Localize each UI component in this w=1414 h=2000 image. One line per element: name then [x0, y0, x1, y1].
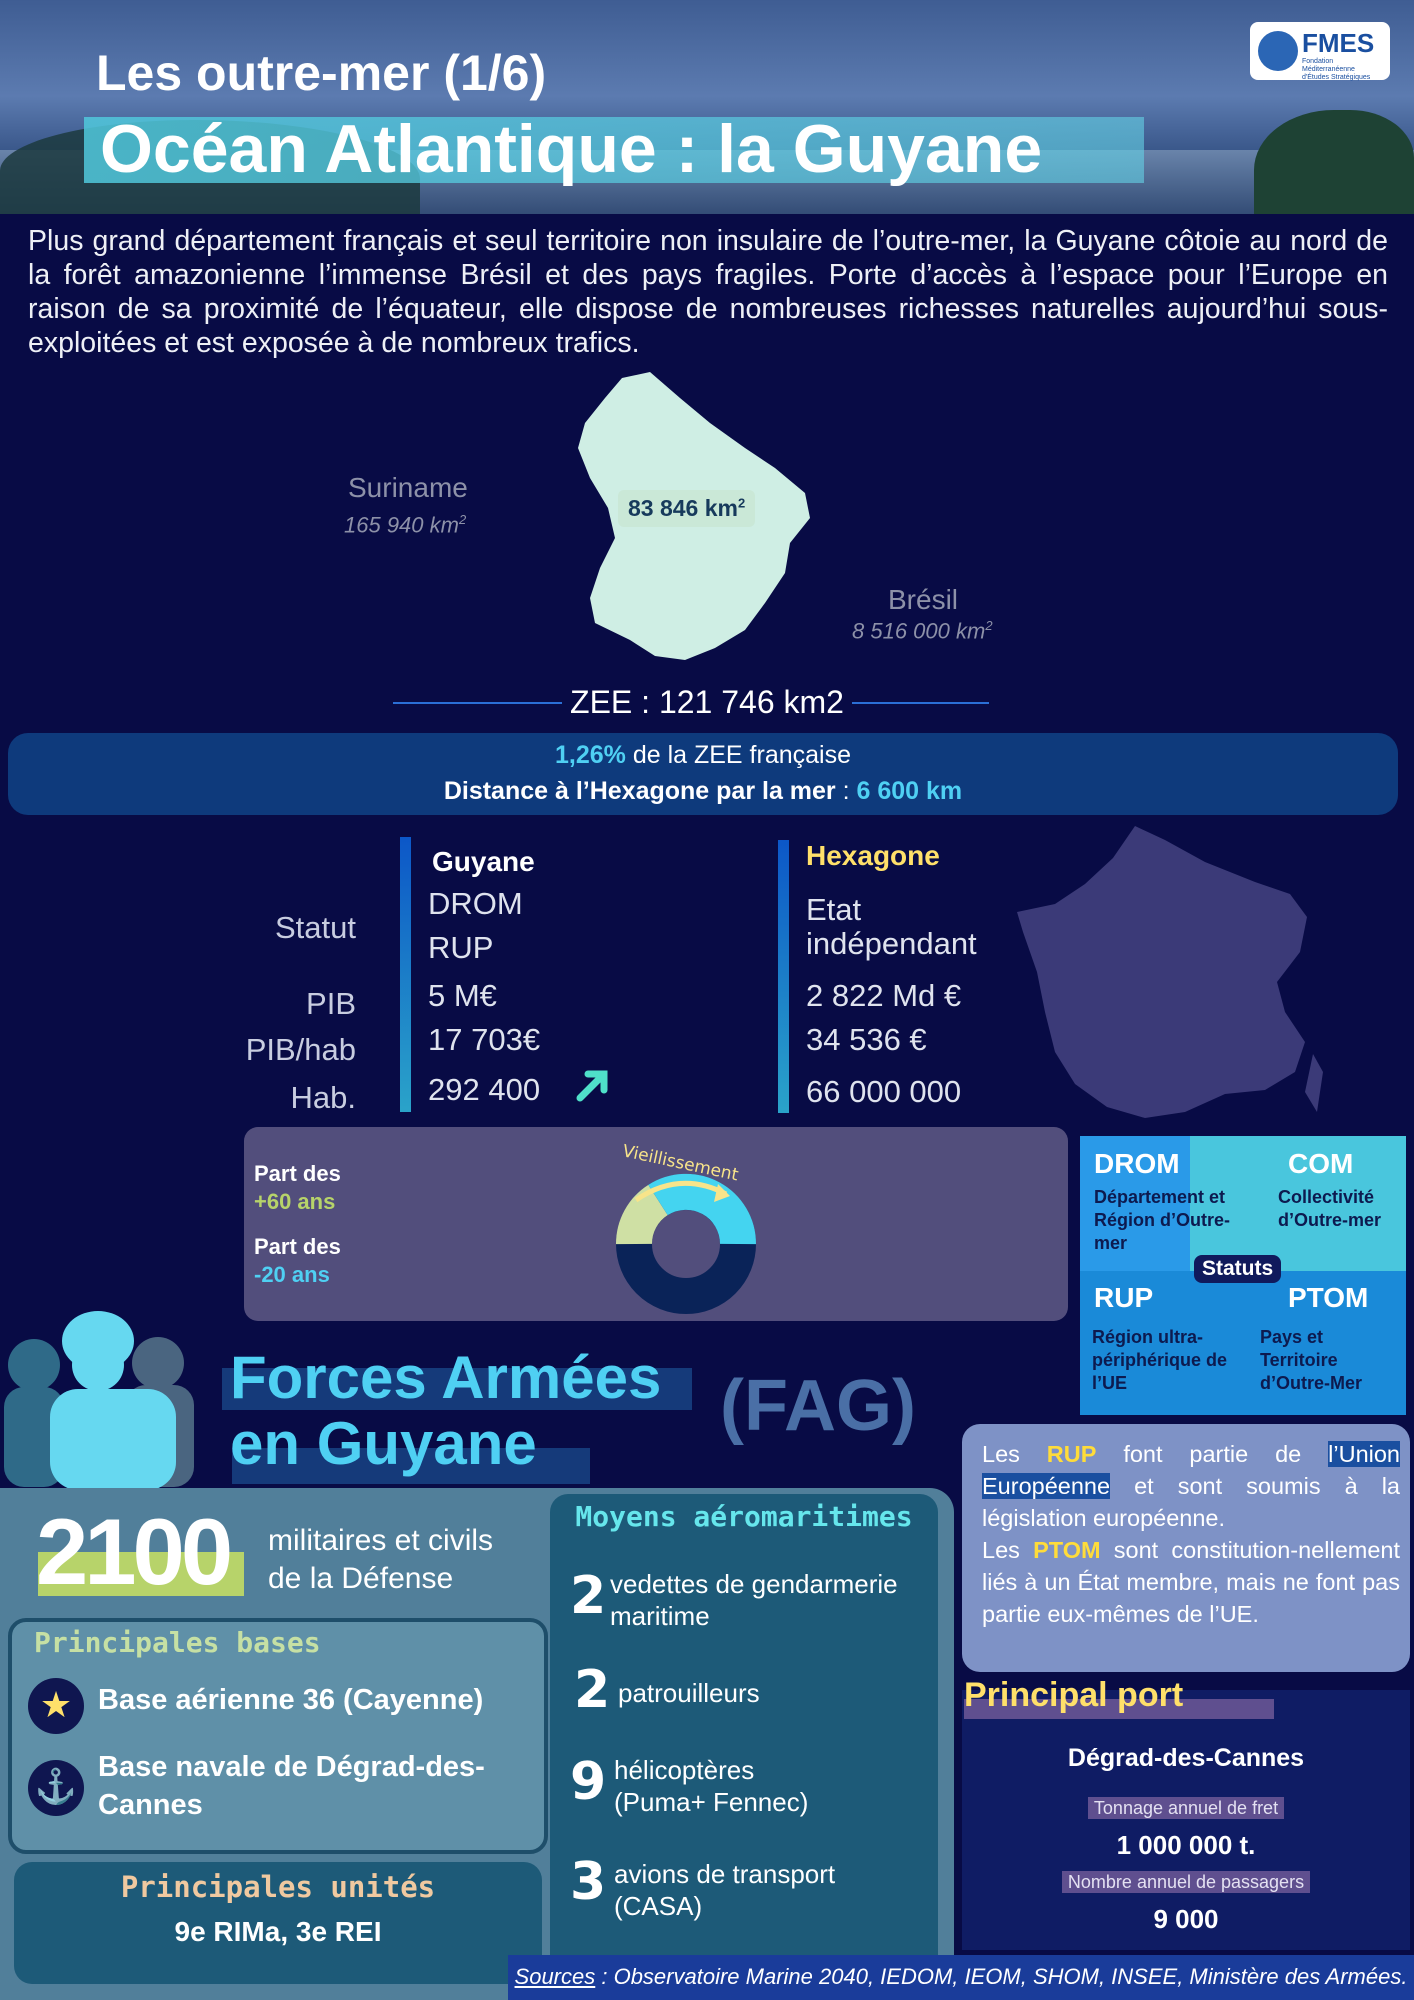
moyen-count: 3	[570, 1852, 607, 1912]
hexagone-pibhab: 34 536 €	[806, 1022, 927, 1057]
sources-footer: Sources : Observatoire Marine 2040, IEDOM, IEOM, SHOM, INSEE, Ministère des Armées.	[508, 1955, 1414, 2000]
intro-paragraph: Plus grand département français et seul territoire non insulaire de l’outre-mer, la Guyane côtoie au nord de la forêt amazonienne l’immense Brésil et des pays fragiles. Porte d’accès à l’espace pour l’Europe en raison de sa proximité de l’équateur, elle dispose de nombreuses richesses naturelles aujourd’hui sous-exploitées et est exposée à de nombreux trafics.	[28, 225, 1388, 359]
star-icon: ★	[28, 1678, 84, 1734]
moyen-label: vedettes de gendarmerie maritime	[610, 1569, 898, 1631]
moyen-label: avions de transport (CASA)	[614, 1859, 836, 1921]
guyane-area-label: 83 846 $km^2$	[618, 490, 755, 527]
rup-title: RUP	[1094, 1282, 1154, 1313]
tonnage-value: 1 000 000 t.	[1116, 1830, 1256, 1860]
page-title: Océan Atlantique : la Guyane	[100, 111, 1043, 187]
age-donut	[600, 1138, 800, 1318]
logo-small: Fondation Méditerranéenne d'Études Stratégiques	[1302, 58, 1371, 81]
suriname-label: Suriname	[348, 472, 468, 503]
units-title: Principales unités	[120, 1870, 436, 1904]
com-desc: Collectivité d’Outre-mer	[1278, 1187, 1382, 1230]
forces-title: Forces Armées en Guyane	[230, 1344, 662, 1477]
plus60-label: Part des +60 ans	[254, 1161, 341, 1214]
port-title: Principal port	[964, 1676, 1184, 1714]
ptom-title: PTOM	[1288, 1282, 1369, 1313]
guyane-pibhab: 17 703€	[428, 1022, 541, 1057]
personnel-count: 2100	[36, 1499, 230, 1604]
france-map-shape	[1015, 822, 1325, 1122]
drom-title: DROM	[1094, 1148, 1180, 1179]
arrow-up-icon	[574, 1064, 614, 1104]
label-statut: Statut	[275, 910, 356, 945]
moyen-count: 2	[574, 1660, 611, 1720]
guyane-pib: 5 M€	[428, 978, 497, 1013]
guyane-statut1: DROM	[428, 886, 523, 921]
distance-hexagone: Distance à l’Hexagone par la mer : 6 600 km	[443, 777, 963, 805]
soldiers-icon	[0, 1305, 210, 1490]
label-hab: Hab.	[290, 1080, 356, 1115]
base-navale: Base navale de Dégrad-des-Cannes	[98, 1751, 485, 1821]
hexagone-hab: 66 000 000	[806, 1074, 962, 1109]
moyen-count: 2	[570, 1566, 607, 1626]
rup-desc: Région ultra-périphérique de l’UE	[1092, 1327, 1228, 1393]
moyen-label: patrouilleurs	[618, 1678, 760, 1708]
guyane-bar	[400, 837, 411, 1112]
logo-text: FMES	[1302, 28, 1375, 58]
personnel-text: militaires et civils de la Défense	[268, 1524, 494, 1595]
tonnage-label: Tonnage annuel de fret	[962, 1798, 1410, 1819]
guyane-statut2: RUP	[428, 930, 494, 965]
hexagone-pib: 2 822 Md €	[806, 978, 962, 1013]
zee-area: ZEE : 121 746 km2	[0, 684, 1414, 721]
moyens-title: Moyens aéromaritimes	[575, 1500, 913, 1533]
suriname-area: 165 940 $km^2$	[344, 512, 467, 538]
zee-share: 1,26% de la ZEE française	[554, 741, 851, 769]
hexagone-statut2: indépendant	[806, 926, 977, 961]
page-subtitle: Les outre-mer (1/6)	[96, 45, 547, 101]
anchor-icon: ⚓	[28, 1760, 84, 1816]
moyen-count: 9	[570, 1752, 607, 1812]
com-title: COM	[1288, 1148, 1354, 1179]
label-pib: PIB	[306, 986, 356, 1021]
eu-note-text: Les RUP font partie de l’Union Européenne et sont soumis à la législation européenne. Les PTOM sont constitution-nellement liés à un État membre, mais ne font pas partie eux-mêmes de l’UE.	[982, 1441, 1401, 1627]
passengers-label: Nombre annuel de passagers	[962, 1872, 1410, 1893]
units-list: 9e RIMa, 3e REI	[174, 1916, 382, 1947]
bresil-area: 8 516 000 $km^2$	[852, 618, 993, 644]
drom-desc: Département et Région d’Outre-mer	[1094, 1187, 1230, 1253]
minus20-label: Part des -20 ans	[254, 1234, 341, 1287]
hexagone-statut1: Etat	[806, 892, 862, 927]
hexagone-heading: Hexagone	[806, 840, 940, 871]
passengers-value: 9 000	[1153, 1904, 1219, 1934]
globe-icon	[1258, 31, 1298, 71]
zee-info-box	[8, 733, 1398, 815]
statuts-panel	[1080, 1136, 1406, 1415]
bases-title: Principales bases	[34, 1626, 321, 1659]
fmes-logo	[1250, 22, 1390, 80]
label-pibhab: PIB/hab	[245, 1032, 356, 1067]
moyen-label: hélicoptères (Puma+ Fennec)	[614, 1755, 809, 1817]
bresil-label: Brésil	[888, 584, 959, 615]
hexagone-bar	[778, 840, 789, 1113]
aging-label: Vieillissement	[620, 1141, 741, 1186]
guyane-hab: 292 400	[428, 1072, 541, 1107]
ptom-desc: Pays et Territoire d’Outre-Mer	[1260, 1327, 1363, 1393]
statuts-center: Statuts	[1194, 1255, 1281, 1283]
port-name: Dégrad-des-Cannes	[1067, 1744, 1305, 1772]
guyane-heading: Guyane	[432, 846, 535, 877]
fag-abbr: (FAG)	[720, 1366, 916, 1446]
base-aerienne: Base aérienne 36 (Cayenne)	[98, 1684, 484, 1716]
